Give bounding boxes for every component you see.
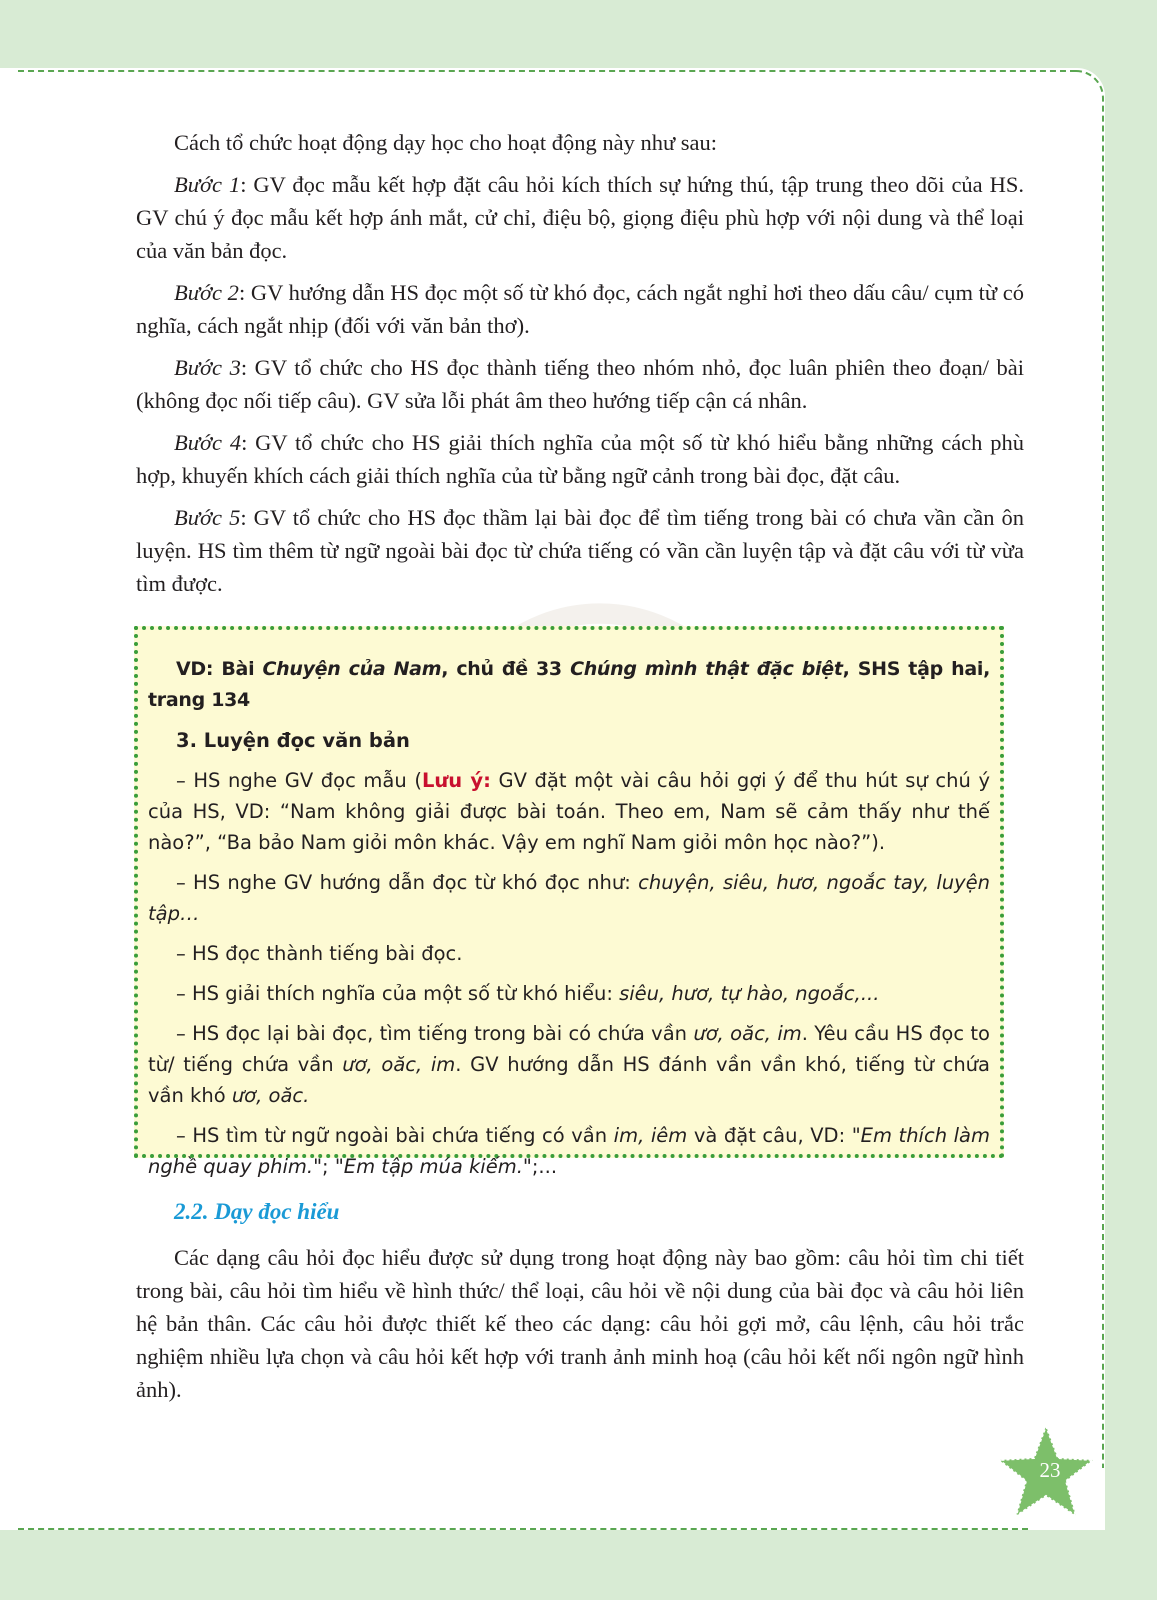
step-label: Bước 1 [174, 172, 241, 197]
title-text: VD: Bài [176, 658, 263, 680]
step-4 [136, 426, 1024, 492]
item-italic: Em thích làm nghề quay phim. [148, 1124, 990, 1178]
item-text: – HS nghe GV hướng dẫn đọc từ khó đọc như: [176, 871, 639, 894]
topic-name: Chúng mình thật đặc biệt [570, 658, 843, 680]
example-heading: 3. Luyện đọc văn bản [176, 729, 410, 752]
section-paragraph: Các dạng câu hỏi đọc hiểu được sử dụng trong hoạt động này bao gồm: câu hỏi tìm chi tiết trong bài, câu hỏi tìm hiểu về hình thức/ thể loại, câu hỏi về nội dung của bài đọc và câu hỏi liên hệ bản thân. Các câu hỏi được thiết kế theo các dạng: câu hỏi gợi mở, câu lệnh, câu hỏi trắc nghiệm nhiều lựa chọn và câu hỏi kết hợp với tranh ảnh minh hoạ (câu hỏi kết nối ngôn ngữ hình ảnh). [136, 1245, 1024, 1402]
example-item-6 [148, 1120, 990, 1182]
example-item-3: – HS đọc thành tiếng bài đọc. [176, 942, 463, 965]
frame-border-bottom [18, 1528, 1028, 1530]
step-1 [136, 168, 1024, 267]
item-text: – HS giải thích nghĩa của một số từ khó hiểu: [176, 982, 620, 1005]
frame-border-top [18, 70, 1076, 72]
section-body [136, 1241, 1024, 1415]
title-text: , SHS tập hai, trang 134 [148, 658, 990, 711]
example-item-4 [148, 978, 990, 1009]
lesson-name: Chuyện của Nam [262, 658, 442, 680]
example-item-5 [148, 1018, 990, 1111]
example-title [148, 654, 990, 716]
step-5 [136, 501, 1024, 600]
step-3 [136, 351, 1024, 417]
intro-section [136, 126, 1024, 609]
step-label: Bước 3 [174, 355, 241, 380]
step-text: : GV tổ chức cho HS đọc thành tiếng theo nhóm nhỏ, đọc luân phiên theo đoạn/ bài (không đọc nối tiếp câu). GV sửa lỗi phát âm theo hướng tiếp cận cá nhân. [136, 355, 1025, 413]
item-italic: ươ, oăc, im [342, 1053, 456, 1076]
step-label: Bước 5 [174, 505, 241, 530]
step-text: : GV đọc mẫu kết hợp đặt câu hỏi kích thích sự hứng thú, tập trung theo dõi của HS. GV chú ý đọc mẫu kết hợp ánh mắt, cử chỉ, điệu bộ, giọng điệu phù hợp với nội dung và thể loại của văn bản đọc. [136, 172, 1024, 263]
step-text: : GV tổ chức cho HS đọc thầm lại bài đọc để tìm tiếng trong bài có chưa vần cần ôn luyện. HS tìm thêm từ ngữ ngoài bài đọc từ chứa tiếng có vần cần luyện tập và đặt câu với từ vừa tìm được. [136, 505, 1024, 596]
item-text: và đặt câu, VD: " [687, 1124, 861, 1147]
item-text: "; " [313, 1155, 344, 1178]
item-text: – HS nghe GV đọc mẫu ( [176, 769, 422, 792]
item-italic: siêu, hươ, tự hào, ngoắc,... [619, 982, 880, 1005]
item-text: ";... [522, 1155, 558, 1178]
item-text: . Yêu cầu HS đọc to từ/ tiếng chứa vần [148, 1022, 990, 1076]
title-text: , chủ đề 33 [441, 658, 571, 680]
step-label: Bước 2 [174, 280, 239, 305]
step-2 [136, 276, 1024, 342]
item-italic: ươ, oăc, im [693, 1022, 802, 1045]
example-item-2 [148, 867, 990, 929]
item-text: . GV hướng dẫn HS đánh vần vần khó, tiếng từ chứa vần khó [148, 1053, 990, 1107]
item-italic: Em tập múa kiếm. [343, 1155, 523, 1178]
item-text: – HS đọc lại bài đọc, tìm tiếng trong bài có chứa vần [176, 1022, 694, 1045]
example-box [134, 626, 1004, 1178]
note-label: Lưu ý: [421, 769, 491, 792]
intro-lead: Cách tổ chức hoạt động dạy học cho hoạt động này như sau: [174, 130, 718, 155]
step-text: : GV hướng dẫn HS đọc một số từ khó đọc, cách ngắt nghỉ hơi theo dấu câu/ cụm từ có nghĩa, cách ngắt nhịp (đối với văn bản thơ). [136, 280, 1024, 338]
page-number: 23 [1039, 1458, 1061, 1482]
section-title: 2.2. Dạy đọc hiểu [174, 1199, 340, 1224]
item-text: GV đặt một vài câu hỏi gợi ý để thu hút sự chú ý của HS, VD: “Nam không giải được bài toán. Theo em, Nam sẽ cảm thấy như thế nào?”, “Ba bảo Nam giỏi môn khác. Vậy em nghĩ Nam giỏi môn học nào?”). [148, 769, 990, 854]
item-italic: im, iêm [613, 1124, 688, 1147]
step-text: : GV tổ chức cho HS giải thích nghĩa của một số từ khó hiểu bằng những cách phù hợp, khuyến khích cách giải thích nghĩa của từ bằng ngữ cảnh trong bài đọc, đặt câu. [136, 430, 1024, 488]
example-item-1 [148, 765, 990, 858]
item-italic: ươ, oăc. [231, 1084, 310, 1107]
item-text: – HS tìm từ ngữ ngoài bài chứa tiếng có vần [176, 1124, 614, 1147]
item-italic: chuyện, siêu, hươ, ngoắc tay, luyện tập… [148, 871, 990, 925]
step-label: Bước 4 [174, 430, 242, 455]
frame-border-right [1076, 70, 1104, 1468]
